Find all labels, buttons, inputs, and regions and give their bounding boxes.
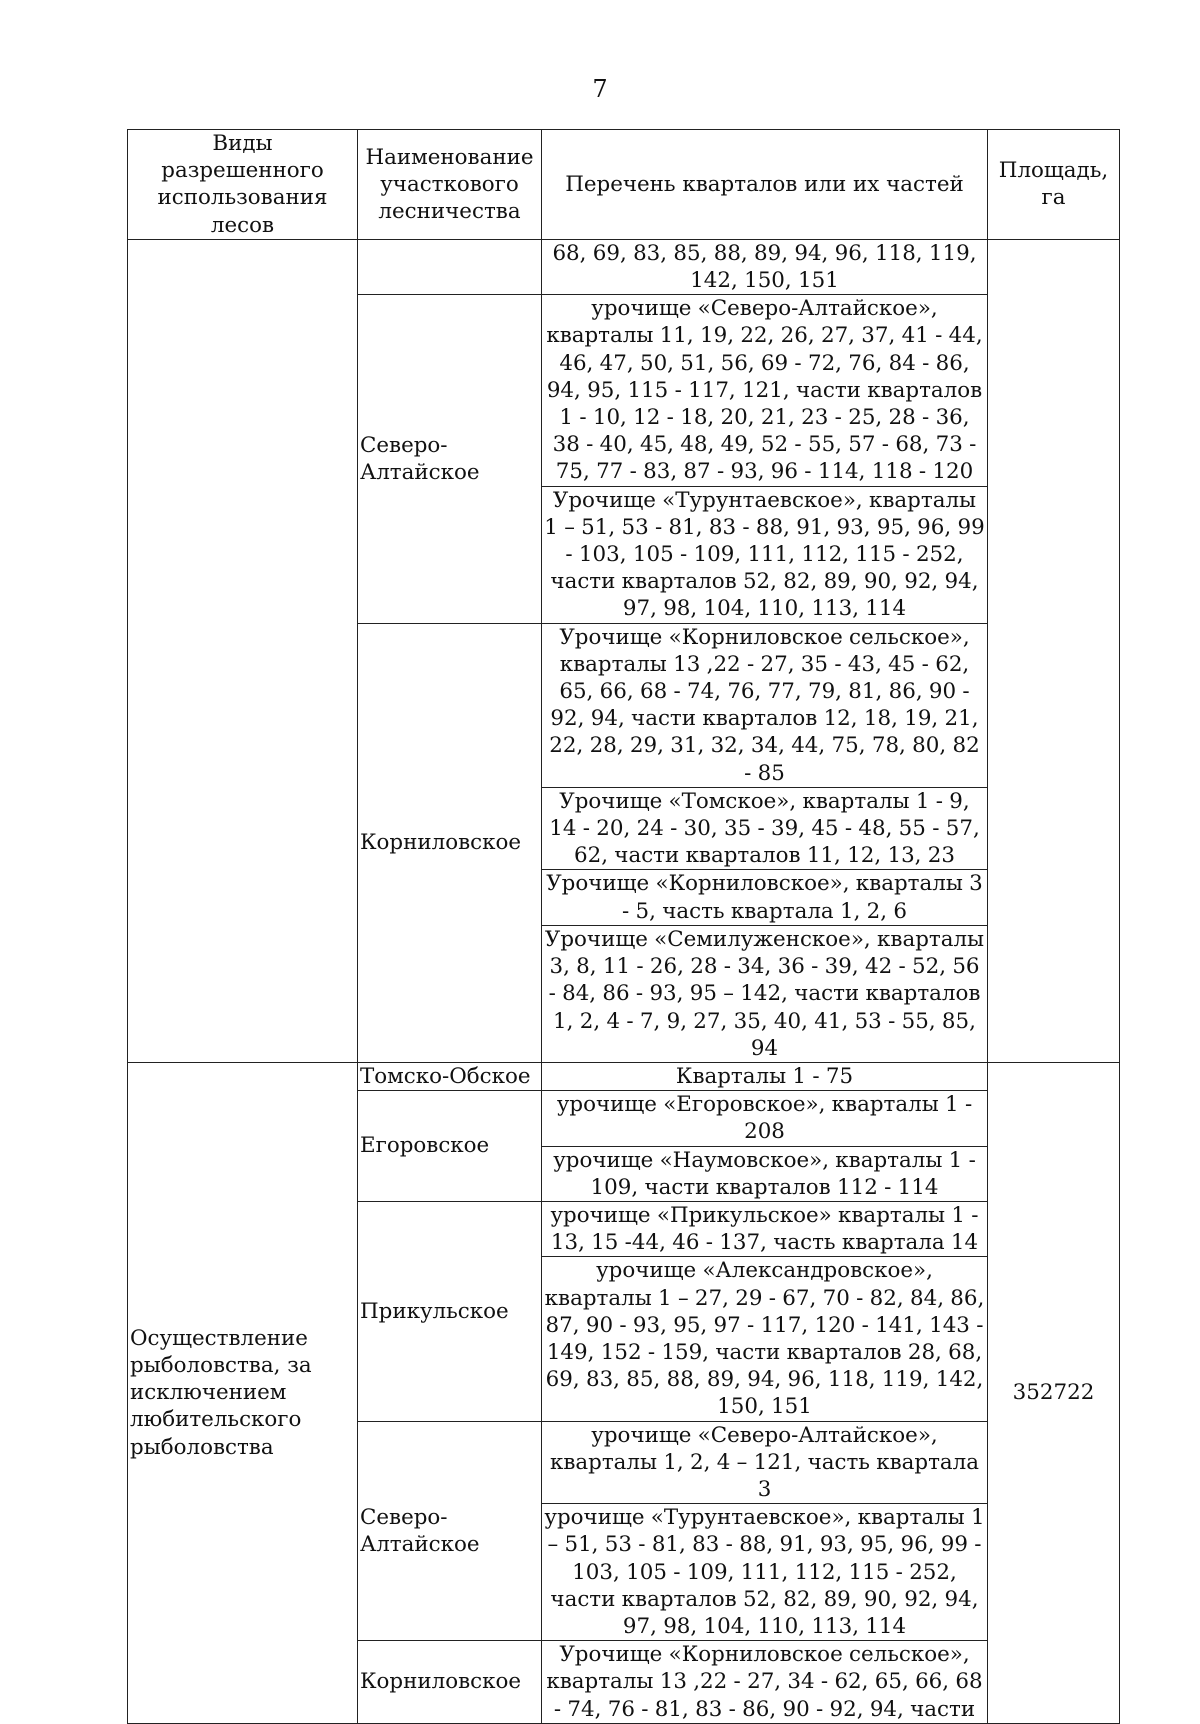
forest-use-table	[127, 129, 1120, 1724]
use-kind-cell	[128, 239, 358, 1062]
forestry-name-cell: Корниловское	[358, 1641, 542, 1724]
header-area: Площадь, га	[988, 130, 1120, 240]
quarters-list-cell: Урочище «Корниловское», кварталы 3 - 5, часть квартала 1, 2, 6	[542, 870, 988, 925]
quarters-list-cell: урочище «Турунтаевское», кварталы 1 – 51, 53 - 81, 83 - 88, 91, 93, 95, 96, 99 - 103, 105 - 109, 111, 112, 115 - 252, части кварталов 52, 82, 89, 90, 92, 94, 97, 98, 104, 110, 113, 114	[542, 1504, 988, 1641]
table-row	[128, 1062, 1120, 1090]
quarters-list-cell: урочище «Северо-Алтайское», кварталы 1, 2, 4 – 121, часть квартала 3	[542, 1421, 988, 1504]
quarters-list-cell: урочище «Егоровское», кварталы 1 - 208	[542, 1091, 988, 1146]
quarters-list-cell: Урочище «Корниловское сельское», кварталы 13 ,22 - 27, 34 - 62, 65, 66, 68 - 74, 76 - 81, 83 - 86, 90 - 92, 94, части	[542, 1641, 988, 1724]
quarters-list-cell: Урочище «Корниловское сельское», кварталы 13 ,22 - 27, 35 - 43, 45 - 62, 65, 66, 68 - 74, 76, 77, 79, 81, 86, 90 - 92, 94, части кварталов 12, 18, 19, 21, 22, 28, 29, 31, 32, 34, 44, 75, 78, 80, 82 - 85	[542, 623, 988, 787]
forestry-name-cell: Томско-Обское	[358, 1062, 542, 1090]
forestry-name-cell: Северо-Алтайское	[358, 295, 542, 623]
quarters-list-cell: Урочище «Турунтаевское», кварталы 1 – 51, 53 - 81, 83 - 88, 91, 93, 95, 96, 99 - 103, 105 - 109, 111, 112, 115 - 252, части кварталов 52, 82, 89, 90, 92, 94, 97, 98, 104, 110, 113, 114	[542, 486, 988, 623]
quarters-list-cell: Кварталы 1 - 75	[542, 1062, 988, 1090]
area-cell	[988, 239, 1120, 1062]
use-kind-cell: Осуществление рыболовства, за исключением любительского рыболовства	[128, 1062, 358, 1723]
area-cell: 352722	[988, 1062, 1120, 1723]
forestry-name-cell: Северо-Алтайское	[358, 1421, 542, 1641]
quarters-list-cell: Урочище «Томское», кварталы 1 - 9, 14 - 20, 24 - 30, 35 - 39, 45 - 48, 55 - 57, 62, части кварталов 11, 12, 13, 23	[542, 787, 988, 870]
quarters-list-cell: Урочище «Семилуженское», кварталы 3, 8, 11 - 26, 28 - 34, 36 - 39, 42 - 52, 56 - 84, 86 - 93, 95 – 142, части кварталов 1, 2, 4 - 7, 9, 27, 35, 40, 41, 53 - 55, 85, 94	[542, 925, 988, 1062]
quarters-list-cell: урочище «Александровское», кварталы 1 – 27, 29 - 67, 70 - 82, 84, 86, 87, 90 - 93, 95, 97 - 117, 120 - 141, 143 - 149, 152 - 159, части кварталов 28, 68, 69, 83, 85, 88, 89, 94, 96, 118, 119, 142, 150, 151	[542, 1257, 988, 1421]
quarters-list-cell: 68, 69, 83, 85, 88, 89, 94, 96, 118, 119, 142, 150, 151	[542, 239, 988, 294]
header-quarters: Перечень кварталов или их частей	[542, 130, 988, 240]
table-row	[128, 239, 1120, 294]
table-header-row	[128, 130, 1120, 240]
quarters-list-cell: урочище «Прикульское» кварталы 1 - 13, 15 -44, 46 - 137, часть квартала 14	[542, 1201, 988, 1256]
forestry-name-cell: Корниловское	[358, 623, 542, 1062]
quarters-list-cell: урочище «Наумовское», кварталы 1 - 109, части кварталов 112 - 114	[542, 1146, 988, 1201]
forestry-name-cell	[358, 239, 542, 294]
page-number: 7	[592, 75, 608, 103]
header-kind: Виды разрешенного использования лесов	[128, 130, 358, 240]
forestry-name-cell: Егоровское	[358, 1091, 542, 1202]
header-forestry: Наименование участкового лесничества	[358, 130, 542, 240]
quarters-list-cell: урочище «Северо-Алтайское», кварталы 11, 19, 22, 26, 27, 37, 41 - 44, 46, 47, 50, 51, 56, 69 - 72, 76, 84 - 86, 94, 95, 115 - 117, 121, части кварталов 1 - 10, 12 - 18, 20, 21, 23 - 25, 28 - 36, 38 - 40, 45, 48, 49, 52 - 55, 57 - 68, 73 - 75, 77 - 83, 87 - 93, 96 - 114, 118 - 120	[542, 295, 988, 486]
forestry-name-cell: Прикульское	[358, 1201, 542, 1421]
table-body	[128, 239, 1120, 1723]
